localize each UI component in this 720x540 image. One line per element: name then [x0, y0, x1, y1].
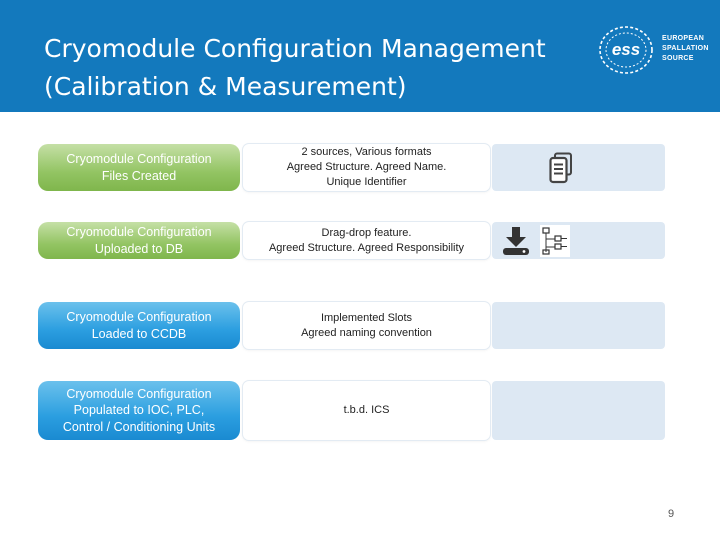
description-loaded-ccdb: Implemented Slots Agreed naming convention — [243, 302, 490, 349]
description-uploaded-db: Drag-drop feature. Agreed Structure. Agreed Responsibility — [243, 222, 490, 259]
description-populated-ioc: t.b.d. ICS — [243, 381, 490, 440]
description-files-created: 2 sources, Various formats Agreed Structure. Agreed Name. Unique Identifier — [243, 144, 490, 191]
step-loaded-ccdb: Cryomodule Configuration Loaded to CCDB — [38, 302, 240, 349]
header-bar — [0, 0, 720, 112]
step-populated-ioc: Cryomodule Configuration Populated to IOC, PLC, Control / Conditioning Units — [38, 381, 240, 440]
download-icon — [501, 226, 531, 256]
ess-logo-mark — [596, 24, 660, 76]
page-number: 9 — [668, 508, 675, 520]
ess-logo-letters: ess — [611, 40, 641, 59]
step-uploaded-db: Cryomodule Configuration Uploaded to DB — [38, 222, 240, 259]
icon-panel-populated-ioc — [492, 381, 665, 440]
document-icon — [548, 152, 574, 184]
slide-title: Cryomodule Configuration Management (Calibration & Measurement) — [44, 34, 546, 101]
hierarchy-icon — [540, 225, 570, 257]
icon-panel-files-created — [492, 144, 665, 191]
icon-panel-uploaded-db — [492, 222, 665, 259]
logo-text: EUROPEAN SPALLATION SOURCE — [662, 35, 709, 62]
step-files-created: Cryomodule Configuration Files Created — [38, 144, 240, 191]
icon-panel-loaded-ccdb — [492, 302, 665, 349]
ess-logo — [596, 24, 711, 76]
